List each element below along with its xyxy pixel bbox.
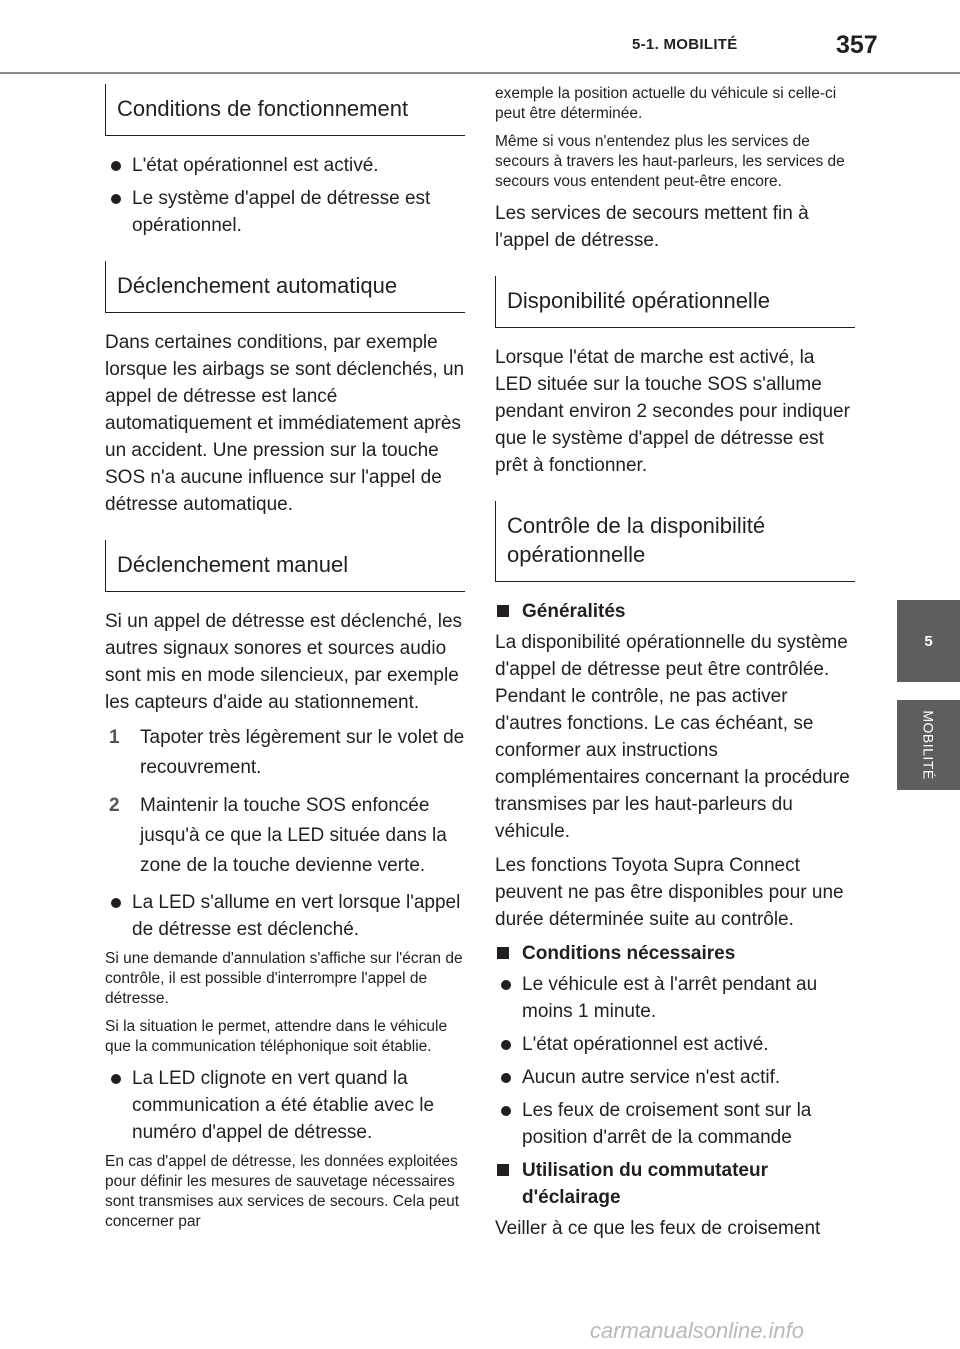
paragraph: Lorsque l'état de marche est activé, la LED située sur la touche SOS s'allume pendant environ 2 secondes pour indiquer que le système d'appel de détresse est prêt à fonctionner. — [495, 347, 850, 476]
paragraph: Dans certaines conditions, par exemple lorsque les airbags se sont déclenchés, un appel de détresse est lancé automatiquement et immédiatement après un accident. Une pression sur la touche SOS n'a aucune influence sur l'appel de détresse automatique. — [105, 332, 465, 515]
header-section-title: 5-1. MOBILITÉ — [632, 36, 738, 53]
heading-availability-check: Contrôle de la disponibilité opérationnelle — [495, 501, 855, 582]
chapter-label-tab — [897, 700, 960, 790]
page-number: 357 — [836, 31, 878, 59]
subheading: Utilisation du commutateur d'éclairage — [495, 1157, 855, 1211]
bullet-dot-icon — [111, 898, 121, 908]
header-divider — [0, 72, 960, 74]
heading-manual-trigger: Déclenchement manuel — [105, 540, 465, 592]
square-bullet-icon — [497, 947, 509, 959]
step-item: 2 Maintenir la touche SOS enfoncée jusqu'à ce que la LED située dans la zone de la touche devienne verte. — [105, 791, 465, 881]
bullet-dot-icon — [501, 980, 511, 990]
note-text: Si la situation le permet, attendre dans le véhicule que la communication téléphonique soit établie. — [105, 1018, 448, 1055]
bullet-item: L'état opérationnel est activé. — [105, 152, 465, 179]
bullet-dot-icon — [501, 1106, 511, 1116]
step-item: 1 Tapoter très légèrement sur le volet de recouvrement. — [105, 723, 465, 783]
step-number: 1 — [109, 727, 120, 748]
chapter-label: MOBILITÉ — [920, 710, 937, 780]
step-number: 2 — [109, 795, 120, 816]
watermark: carmanualsonline.info — [590, 1318, 805, 1343]
square-bullet-icon — [497, 1164, 509, 1176]
bullet-item: La LED s'allume en vert lorsque l'appel de détresse est déclenché. — [105, 889, 465, 943]
bullet-dot-icon — [111, 1074, 121, 1084]
bullet-dot-icon — [501, 1040, 511, 1050]
bullet-item: Les feux de croisement sont sur la position d'arrêt de la commande — [495, 1097, 855, 1151]
chapter-number: 5 — [924, 632, 933, 650]
paragraph: Les fonctions Toyota Supra Connect peuvent ne pas être disponibles pour une durée déterminée suite au contrôle. — [495, 855, 844, 930]
square-bullet-icon — [497, 605, 509, 617]
bullet-dot-icon — [111, 194, 121, 204]
left-column — [105, 84, 465, 1240]
heading-operational-availability: Disponibilité opérationnelle — [495, 276, 855, 328]
heading-conditions: Conditions de fonctionnement — [105, 84, 465, 136]
paragraph: Si un appel de détresse est déclenché, les autres signaux sonores et sources audio sont mis en mode silencieux, par exemple les capteurs d'aide au stationnement. — [105, 611, 463, 713]
note-text: Si une demande d'annulation s'affiche sur l'écran de contrôle, il est possible d'interrompre l'appel de détresse. — [105, 950, 463, 1007]
note-text: En cas d'appel de détresse, les données exploitées pour définir les mesures de sauvetage nécessaires sont transmises aux services de secours. Cela peut concerner par — [105, 1153, 460, 1230]
bullet-item: Le véhicule est à l'arrêt pendant au moins 1 minute. — [495, 971, 855, 1025]
bullet-item: Le système d'appel de détresse est opérationnel. — [105, 185, 465, 239]
chapter-number-tab — [897, 600, 960, 682]
paragraph: La disponibilité opérationnelle du système d'appel de détresse peut être contrôlée. Pendant le contrôle, ne pas activer d'autres fonctions. Le cas échéant, se conformer aux instructions complémentaires concernant la procédure transmises par les haut-parleurs du véhicule. — [495, 632, 850, 842]
note-text: Même si vous n'entendez plus les services de secours à travers les haut-parleurs, les services de secours vous entendent peut-être encore. — [495, 133, 845, 190]
bullet-item: L'état opérationnel est activé. — [495, 1031, 855, 1058]
bullet-dot-icon — [111, 161, 121, 171]
bullet-item: La LED clignote en vert quand la communication a été établie avec le numéro d'appel de détresse. — [105, 1065, 465, 1146]
subheading: Généralités — [495, 598, 855, 625]
subheading: Conditions nécessaires — [495, 940, 855, 967]
right-column — [495, 84, 855, 1249]
heading-automatic-trigger: Déclenchement automatique — [105, 261, 465, 313]
paragraph: Les services de secours mettent fin à l'appel de détresse. — [495, 203, 809, 251]
bullet-dot-icon — [501, 1073, 511, 1083]
note-text: exemple la position actuelle du véhicule si celle-ci peut être déterminée. — [495, 85, 837, 122]
bullet-item: Aucun autre service n'est actif. — [495, 1064, 855, 1091]
paragraph: Veiller à ce que les feux de croisement — [495, 1218, 821, 1239]
